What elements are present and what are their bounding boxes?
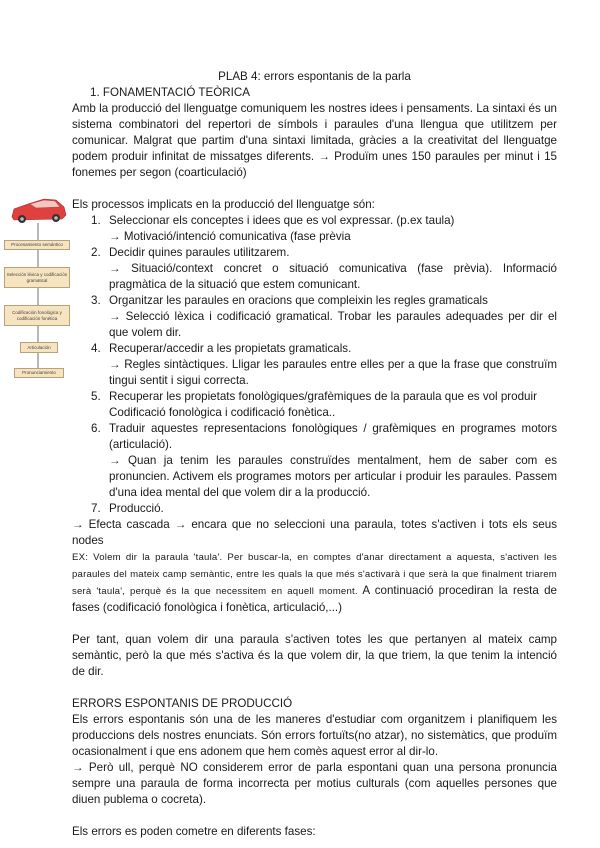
process-steps xyxy=(72,213,557,517)
list-item xyxy=(72,341,557,389)
document-body xyxy=(72,69,557,840)
step-number: 4. xyxy=(91,342,101,355)
section-heading: 1. FONAMENTACIÓ TEÒRICA xyxy=(90,86,250,99)
step-detail: → Motivació/intenció comunicativa (fase prèvia xyxy=(109,230,351,243)
intro-paragraph: Amb la producció del llenguatge comuniquem les nostres idees i pensaments. La sintaxi és un sistema combinatori del repertori de símbols i paraules d'una llengua que utilitzem per comunicar. Malgrat que partim d'una sintaxi limitada, gràcies a la creativitat del llenguatge podem produir infinitat de missatges diferents. → Produïm unes 150 paraules per minut i 15 fonemes per segon (coarticulació) xyxy=(72,102,557,179)
step-detail: → Regles sintàctiques. Lligar les paraules entre elles per a que la frase que construïm tingui sentit i sigui correcta. xyxy=(109,358,557,387)
list-item xyxy=(72,213,557,245)
list-item xyxy=(72,501,557,517)
list-item xyxy=(72,293,557,341)
step-text: Seleccionar els conceptes i idees que es vol expressar. (p.ex taula) xyxy=(109,214,455,227)
step-number: 7. xyxy=(91,502,101,515)
diagram-box: Selección léxica y codificación gramatical xyxy=(4,267,70,288)
step-number: 2. xyxy=(91,246,101,259)
step-number: 1. xyxy=(91,214,101,227)
step-text: Recuperar les propietats fonològiques/grafèmiques de la paraula que es vol produir xyxy=(109,390,537,403)
step-text: Organitzar les paraules en oracions que compleixin les regles gramaticals xyxy=(109,294,488,307)
example-continuation: A continuació procediran la resta de fases (codificació fonològica i fonètica, articulació,...) xyxy=(72,584,557,614)
diagram-box: Codificación fonológica y codificación fonética xyxy=(4,305,70,326)
step-detail: → Selecció lèxica i codificació gramatical. Trobar les paraules adequades per dir el que volem dir. xyxy=(109,310,557,339)
step-text: Decidir quines paraules utilitzarem. xyxy=(109,246,290,259)
processes-intro: Els processos implicats en la producció del llenguatge són: xyxy=(72,198,375,211)
errors-paragraph: Els errors espontanis són una de les maneres d'estudiar com organitzem i planifiquem les produccions dels nostres enunciats. Són errors fortuïts(no atzar), no sistemàtics, que produïm ocasionalment i que ens adonem que hem comès aquest error al dir-lo. xyxy=(72,713,557,758)
diagram-box: Procesamiento semántico xyxy=(4,240,70,250)
errors-note: → Però ull, perquè NO considerem error de parla espontani quan una persona pronuncia sempre una paraula de forma incorrecta per motius culturals (com aquelles persones que diuen publema o cocreta). xyxy=(72,761,557,806)
step-text: Recuperar/accedir a les propietats gramaticals. xyxy=(109,342,352,355)
conclusion-paragraph: Per tant, quan volem dir una paraula s'activen totes les que pertanyen al mateix camp semàntic, però la que més s'activa és la que volem dir, la que triem, la que tenim la intenció de dir. xyxy=(72,633,557,678)
example-paragraph xyxy=(72,549,557,616)
example-text: EX: Volem dir la paraula 'taula'. Per buscar-la, en comptes d'anar directament a aquesta, s'activen les paraules del mateix camp semàntic, entre les quals la que més s'activarà i que serà la que finalment triarem serà 'taula', perquè és la que necessitem en aquell moment. xyxy=(72,552,557,597)
diagram-box: Articulación xyxy=(20,342,58,353)
cascade-note: → Efecta cascada → encara que no seleccioni una paraula, totes s'activen i tots els seus nodes xyxy=(72,518,557,547)
step-number: 6. xyxy=(91,422,101,435)
step-text: Producció. xyxy=(109,502,164,515)
step-detail: → Situació/context concret o situació comunicativa (fase prèvia). Informació pragmàtica de la situació que estem comunicant. xyxy=(109,262,557,291)
list-item xyxy=(72,421,557,501)
car-icon xyxy=(0,190,78,390)
errors-phases: Els errors es poden cometre en diferents fases: xyxy=(72,825,316,838)
diagram-box: Pronunciamiento xyxy=(14,368,64,378)
list-item xyxy=(72,245,557,293)
step-detail: Codificació fonològica i codificació fonètica.. xyxy=(109,406,336,419)
section-heading: ERRORS ESPONTANIS DE PRODUCCIÓ xyxy=(72,697,293,710)
page-title: PLAB 4: errors espontanis de la parla xyxy=(218,70,411,83)
step-text: Traduir aquestes representacions fonològiques / grafèmiques en programes motors (articulació). xyxy=(109,422,557,451)
list-item xyxy=(72,389,557,421)
step-number: 3. xyxy=(91,294,101,307)
step-detail: → Quan ja tenim les paraules construïdes mentalment, hem de saber com es pronuncien. Activem els programes motors per articular i produir les paraules. Passem d'una idea mental del que volem dir a la producció. xyxy=(109,454,557,499)
step-number: 5. xyxy=(91,390,101,403)
production-diagram xyxy=(0,190,78,390)
